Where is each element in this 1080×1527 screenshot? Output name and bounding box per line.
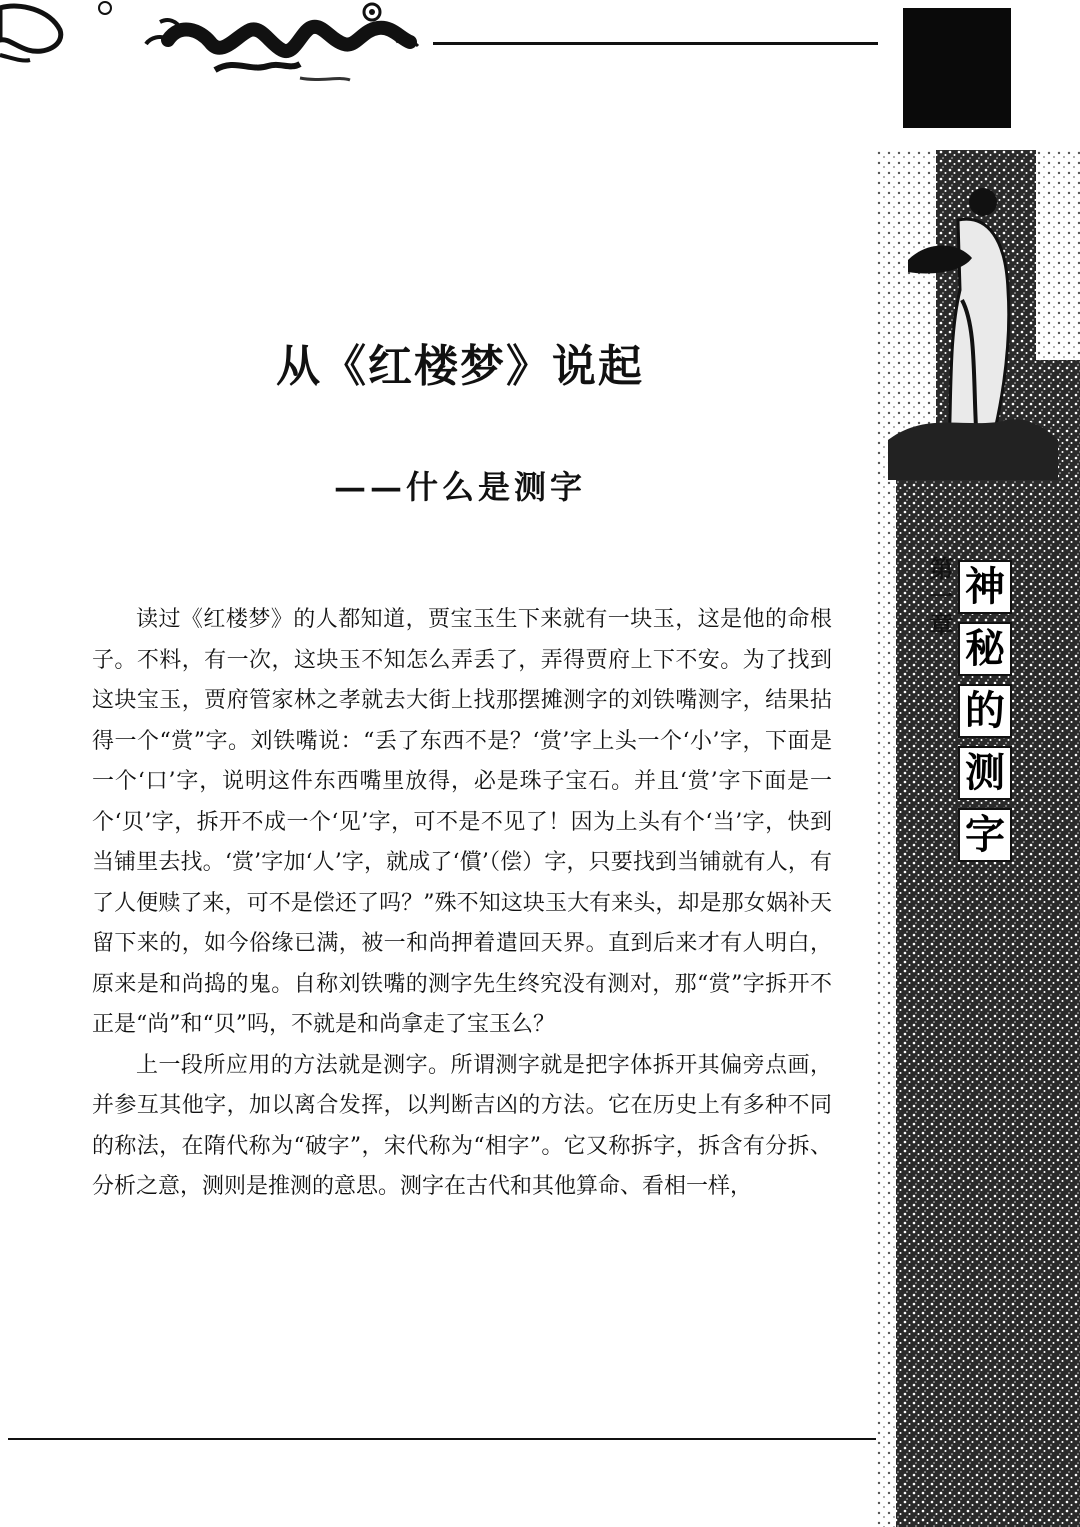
series-title — [958, 560, 1010, 862]
chapter-label: 第一章 — [925, 556, 954, 640]
header-rule — [433, 42, 878, 45]
footer-rule — [8, 1438, 876, 1440]
page-title: 从《红楼梦》说起 — [276, 341, 644, 392]
paragraph: 上一段所应用的方法就是测字。所谓测字就是把字体拆开其偏旁点画，并参互其他字，加以离合发挥，以判断吉凶的方法。它在历史上有多种不同的称法，在隋代称为“破字”，宋代称为“相字”。它又称拆字，拆含有分拆、分析之意，测则是推测的意思。测字在古代和其他算命、看相一样， — [92, 1052, 832, 1199]
dragon-ornament-icon — [0, 0, 440, 100]
article-body — [92, 600, 832, 1208]
series-title-char: 秘 — [958, 622, 1012, 676]
series-title-char: 神 — [958, 560, 1012, 614]
corner-ink-block — [903, 8, 1011, 128]
paragraph: 读过《红楼梦》的人都知道，贾宝玉生下来就有一块玉，这是他的命根子。不料，有一次，这块玉不知怎么弄丢了，弄得贾府上下不安。为了找到这块宝玉，贾府管家林之孝就去大街上找那摆摊测字的刘铁嘴测字，结果拈得一个“赏”字。刘铁嘴说：“丢了东西不是？‘赏’字上头一个‘小’字，下面是一个‘口’字，说明这件东西嘴里放得，必是珠子宝石。并且‘赏’字下面是一个‘贝’字，拆开不成一个‘见’字，可不是不见了！因为上头有个‘当’字，快到当铺里去找。‘赏’字加‘人’字，就成了‘償’（偿）字，只要找到当铺就有人，有了人便赎了来，可不是偿还了吗？”殊不知这块玉大有来头，却是那女娲补天留下来的，如今俗缘已满，被一和尚押着遣回天界。直到后来才有人明白，原来是和尚捣的鬼。自称刘铁嘴的测字先生终究没有测对，那“赏”字拆开不正是“尚”和“贝”吗，不就是和尚拿走了宝玉么？ — [92, 607, 832, 1037]
series-title-char: 测 — [958, 746, 1012, 800]
series-title-char: 字 — [958, 808, 1012, 862]
series-title-char: 的 — [958, 684, 1012, 738]
page-subtitle: ——什么是测字 — [333, 468, 586, 506]
